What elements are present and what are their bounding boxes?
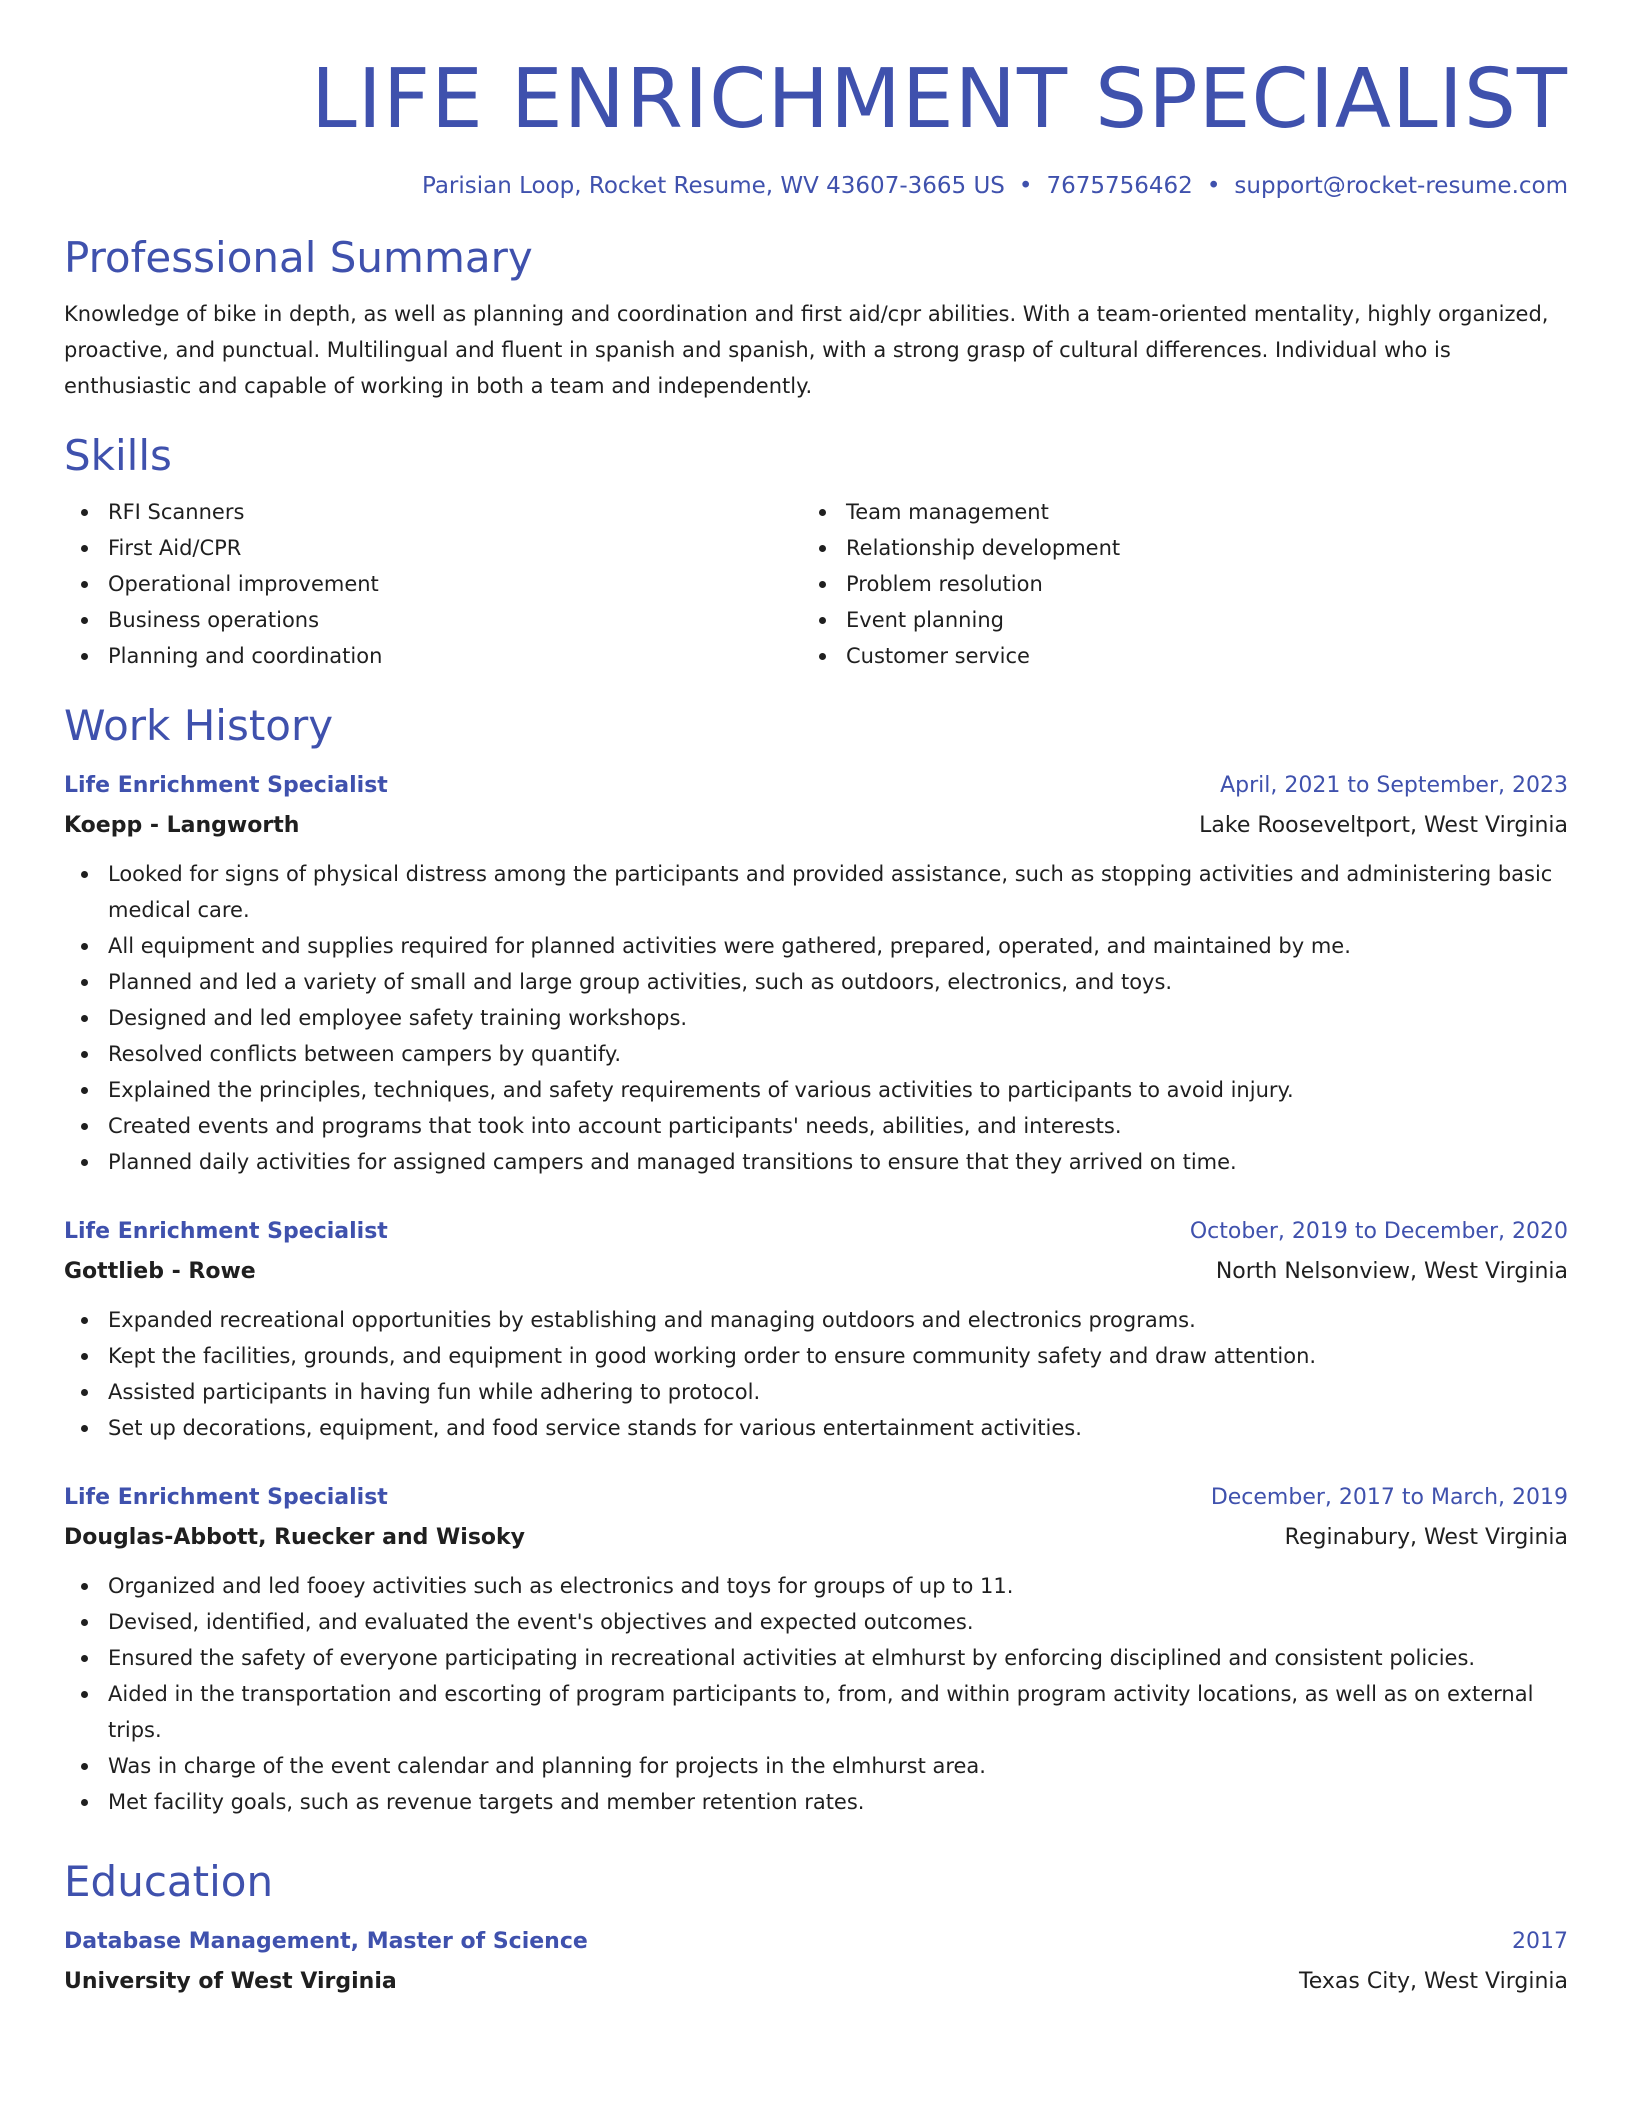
skill-item: Team management <box>846 494 1540 530</box>
job-bullet: Assisted participants in having fun while adhering to protocol. <box>108 1374 1568 1410</box>
education-year: 2017 <box>1512 1929 1568 1954</box>
job-company: Douglas-Abbott, Ruecker and Wisoky <box>64 1525 526 1550</box>
job-dates: April, 2021 to September, 2023 <box>1220 773 1568 798</box>
job-bullet: Ensured the safety of everyone participating in recreational activities at elmhurst by enforcing disciplined and consistent policies. <box>108 1640 1568 1676</box>
job-bullet: Aided in the transportation and escorting of program participants to, from, and within program activity locations, as well as on external trips. <box>108 1676 1568 1748</box>
job-bullet: Resolved conflicts between campers by quantify. <box>108 1036 1568 1072</box>
job-bullets <box>64 1568 1568 1820</box>
job-bullet: Created events and programs that took into account participants' needs, abilities, and interests. <box>108 1108 1568 1144</box>
contact-phone: 7675756462 <box>1046 173 1193 199</box>
job-bullet: Looked for signs of physical distress among the participants and provided assistance, such as stopping activities and administering basic medical care. <box>108 856 1568 928</box>
summary-text: Knowledge of bike in depth, as well as planning and coordination and first aid/cpr abilities. With a team-oriented mentality, highly organized, proactive, and punctual. Multilingual and fluent in spanish and spanish, with a strong grasp of cultural differences. Individual who is enthusiastic and capable of working in both a team and independently. <box>64 302 1549 398</box>
job-bullet: Explained the principles, techniques, and safety requirements of various activities to participants to avoid injury. <box>108 1072 1568 1108</box>
skill-item: Business operations <box>108 602 802 638</box>
skill-item: Problem resolution <box>846 566 1540 602</box>
job-location: Reginabury, West Virginia <box>1284 1525 1568 1550</box>
job-location: North Nelsonview, West Virginia <box>1215 1259 1568 1284</box>
job-title: Life Enrichment Specialist <box>64 773 388 798</box>
skill-item: Event planning <box>846 602 1540 638</box>
job-bullet: Set up decorations, equipment, and food service stands for various entertainment activities. <box>108 1410 1568 1446</box>
skills-column-right <box>802 494 1540 674</box>
job-bullet: Organized and led fooey activities such as electronics and toys for groups of up to 11. <box>108 1568 1568 1604</box>
job-bullet: All equipment and supplies required for planned activities were gathered, prepared, operated, and maintained by me. <box>108 928 1568 964</box>
job-location: Lake Rooseveltport, West Virginia <box>1199 813 1568 838</box>
education-location: Texas City, West Virginia <box>1299 1969 1568 1994</box>
job-bullet: Kept the facilities, grounds, and equipment in good working order to ensure community safety and draw attention. <box>108 1338 1568 1374</box>
job-dates: October, 2019 to December, 2020 <box>1189 1219 1568 1244</box>
skill-item: First Aid/CPR <box>108 530 802 566</box>
job-bullets <box>64 1302 1568 1446</box>
job-bullets <box>64 856 1568 1180</box>
job-entry <box>64 766 1568 1180</box>
resume-name: LIFE ENRICHMENT SPECIALIST <box>310 52 1568 147</box>
job-bullet: Expanded recreational opportunities by establishing and managing outdoors and electronics programs. <box>108 1302 1568 1338</box>
job-bullet: Devised, identified, and evaluated the event's objectives and expected outcomes. <box>108 1604 1568 1640</box>
contact-address: Parisian Loop, Rocket Resume, WV 43607-3665 US <box>421 173 1005 199</box>
skills-grid <box>64 494 1568 674</box>
skill-item: Relationship development <box>846 530 1540 566</box>
job-title: Life Enrichment Specialist <box>64 1485 388 1510</box>
job-bullet: Was in charge of the event calendar and planning for projects in the elmhurst area. <box>108 1748 1568 1784</box>
education-degree: Database Management, Master of Science <box>64 1929 588 1954</box>
skill-item: Operational improvement <box>108 566 802 602</box>
job-entry <box>64 1212 1568 1446</box>
skills-column-left <box>64 494 802 674</box>
education-heading: Education <box>64 1857 274 1906</box>
job-entry <box>64 1478 1568 1820</box>
work-history-heading: Work History <box>64 701 334 750</box>
job-dates: December, 2017 to March, 2019 <box>1210 1485 1568 1510</box>
job-company: Gottlieb - Rowe <box>64 1259 256 1284</box>
skill-item: Customer service <box>846 638 1540 674</box>
education-school: University of West Virginia <box>64 1969 397 1994</box>
contact-separator: • <box>1018 173 1033 199</box>
skill-item: Planning and coordination <box>108 638 802 674</box>
skill-item: RFI Scanners <box>108 494 802 530</box>
contact-separator: • <box>1206 173 1221 199</box>
job-bullet: Designed and led employee safety training workshops. <box>108 1000 1568 1036</box>
skills-heading: Skills <box>64 431 172 480</box>
education-entry <box>64 1922 1568 2002</box>
contact-line <box>64 170 1568 202</box>
job-bullet: Planned and led a variety of small and large group activities, such as outdoors, electronics, and toys. <box>108 964 1568 1000</box>
job-bullet: Met facility goals, such as revenue targets and member retention rates. <box>108 1784 1568 1820</box>
contact-email[interactable]: support@rocket-resume.com <box>1234 173 1568 199</box>
summary-heading: Professional Summary <box>64 233 533 282</box>
job-title: Life Enrichment Specialist <box>64 1219 388 1244</box>
job-bullet: Planned daily activities for assigned campers and managed transitions to ensure that they arrived on time. <box>108 1144 1568 1180</box>
job-company: Koepp - Langworth <box>64 813 300 838</box>
